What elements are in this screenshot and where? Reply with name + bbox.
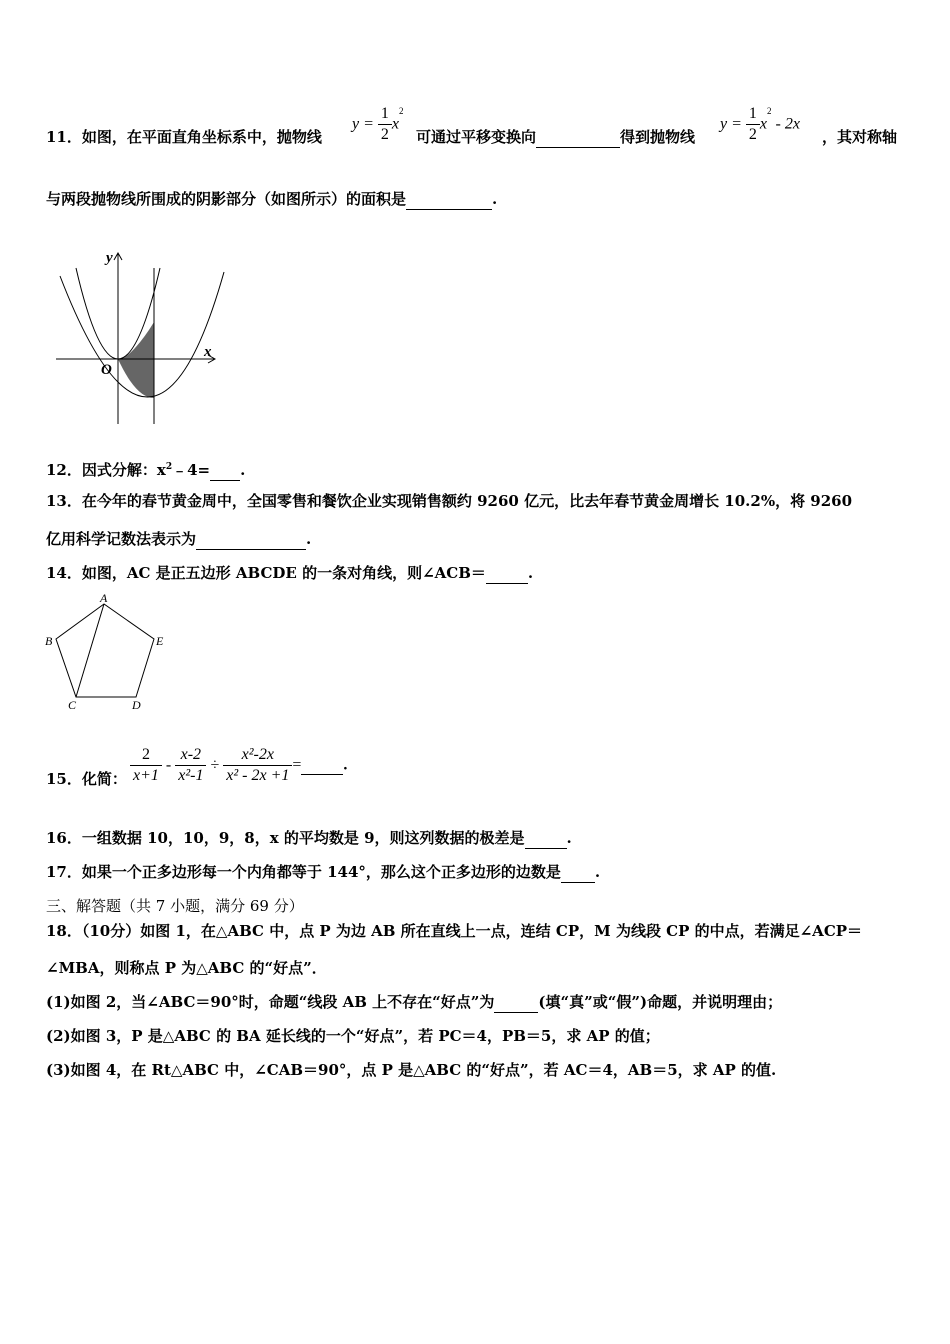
q18-blank[interactable] [494,992,538,1013]
q18-p1-a: (1)如图 2，当∠ABC＝90°时，命题“线段 AB 上不存在“好点”为 [46,993,495,1011]
q17-end: . [594,863,601,881]
q11-line2-text: 与两段抛物线所围成的阴影部分（如图所示）的面积是 [46,190,407,208]
q16-text: 16．一组数据 10，10，9，8，x 的平均数是 9，则这列数据的极差是 [46,829,525,847]
q13-line1 [46,491,852,511]
q12-tail: ﹣4= [172,461,211,479]
q13-line2 [46,529,311,550]
q15-end: . [343,756,348,774]
pentagon-abcde [56,604,154,697]
q15-expression [130,745,347,786]
label-d: D [132,698,141,712]
pentagon-figure [40,590,180,715]
q17-text: 17．如果一个正多边形每一个内角都等于 144°，那么这个正多边形的边数是 [46,863,561,881]
q15-f1-den: x+1 [133,767,159,784]
q11-suffix-wrap [822,127,897,147]
diagonal-ac [76,604,104,697]
q18-part3 [46,1060,776,1080]
q17-blank[interactable] [561,862,595,883]
q13-line1-text: 13．在今年的春节黄金周中，全国零售和餐饮企业实现销售额约 9260 亿元，比去年春节黄金周增长 10.2%，将 9260 [46,492,853,510]
q14-end: . [527,564,534,582]
q14 [46,563,533,584]
eq1-num: 1 [378,104,392,125]
eq1-y: y = [352,115,374,133]
q15-equals: = [292,756,302,774]
eq1-exp: 2 [399,106,404,117]
parabola-figure [50,248,230,428]
q13-line2-text: 亿用科学记数法表示为 [46,530,197,548]
eq2-exp: 2 [767,106,772,117]
q16-blank[interactable] [525,828,567,849]
q11-middle1: 可通过平移变换向 [416,128,537,146]
q14-blank[interactable] [486,563,528,584]
eq1-den: 2 [380,126,389,143]
q11-blank2[interactable] [406,189,492,210]
section3-text: 三、解答题（共 7 小题，满分 69 分） [46,897,304,915]
eq1-x: x [391,115,400,133]
q15-frac1 [130,745,162,786]
q12-text: 12．因式分解：x [46,461,166,479]
label-b: B [45,634,53,648]
q15-f2-den: x²-1 [178,767,204,784]
q11-equation1 [352,104,404,145]
q18-line2 [46,958,327,978]
q11-line2 [46,189,497,210]
q18-line1-text: 18．（10分）如图 1，在△ABC 中，点 P 为边 AB 所在直线上一点，连结 CP，M 为线段 CP 的中点，若满足∠ACP＝ [46,922,863,940]
eq2-y: y = [720,115,742,133]
eq1-fraction [378,104,392,145]
label-c: C [68,698,77,712]
q15-f3-num: x²-2x [223,745,292,766]
q17 [46,862,600,883]
q11-middle2: 得到抛物线 [620,128,696,146]
eq2-x: x [759,115,768,133]
q15-frac2 [175,745,206,786]
q15-div: ÷ [210,756,220,774]
q12-exp: 2 [165,462,173,472]
label-a: A [100,591,108,605]
q11-prefix: 11．如图，在平面直角坐标系中，抛物线 [46,128,322,146]
q18-p3-text: (3)如图 4，在 Rt△ABC 中，∠CAB＝90°，点 P 是△ABC 的“好点”，若 AC＝4，AB＝5，求 AP 的值. [46,1061,777,1079]
q15-minus: - [165,756,172,774]
y-label: y [106,250,113,266]
q16-end: . [566,829,572,847]
q18-p1-b: (填“真”或“假”)命题，并说明理由； [538,993,783,1011]
q15-frac3 [223,745,292,786]
q15-prefix-wrap [46,769,127,789]
q15-blank[interactable] [301,756,343,775]
eq2-fraction [746,104,760,145]
q12-blank[interactable] [210,460,240,481]
x-label: x [204,344,212,360]
q11-suffix: ，其对称轴 [822,128,898,146]
q11-line2-end: . [492,190,498,208]
eq2-num: 1 [746,104,760,125]
q11-line1 [46,127,322,147]
q14-text: 14．如图，AC 是正五边形 ABCDE 的一条对角线，则∠ACB＝ [46,564,486,582]
q11-blank1[interactable] [536,127,620,148]
q18-p2-text: (2)如图 3，P 是△ABC 的 BA 延长线的一个“好点”，若 PC＝4，PB＝5，求 AP 的值； [46,1027,660,1045]
section3-heading [46,896,304,916]
eq2-den: 2 [748,126,757,143]
eq2-tail: - 2x [775,115,800,133]
q13-end: . [306,530,312,548]
q18-line1 [46,921,862,941]
q18-line2-text: ∠MBA，则称点 P 为△ABC 的“好点”． [46,959,327,977]
q13-blank[interactable] [196,529,306,550]
q15-f2-num: x-2 [175,745,206,766]
q12-end: . [240,461,246,479]
origin-label: O [101,362,112,378]
q15-f1-num: 2 [130,745,162,766]
q11-equation2 [720,104,800,145]
q15-f3-den: x² - 2x +1 [226,767,290,784]
label-e: E [156,634,164,648]
q18-part1 [46,992,782,1013]
q16 [46,828,572,849]
q18-part2 [46,1026,660,1046]
q15-prefix: 15．化简： [46,770,127,788]
q12 [46,457,245,481]
q11-middle [416,127,695,148]
